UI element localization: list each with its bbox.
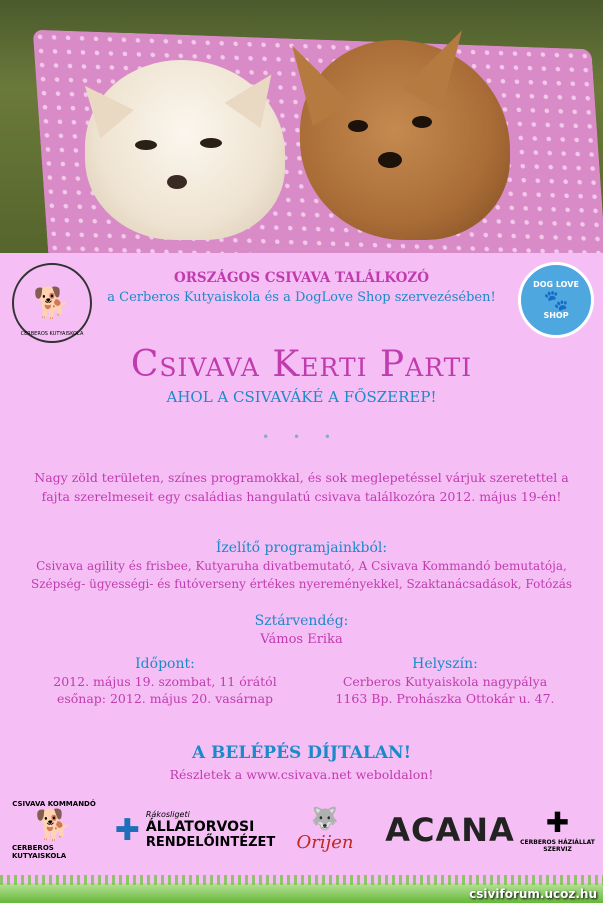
event-organizer-title: ORSZÁGOS CSIVAVA TALÁLKOZÓ xyxy=(173,270,430,286)
vet-small-text: Rákosligeti xyxy=(145,810,190,819)
event-tagline: AHOL A CSIVAVÁKÉ A FŐSZEREP! xyxy=(166,388,437,406)
orijen-text: Orijen xyxy=(296,832,354,853)
programs-line-1: Csivava agility és frisbee, Kutyaruha divatbemutató, A Csivava Kommandó bemutatója, xyxy=(36,559,567,573)
place-block xyxy=(300,656,590,706)
header-photo xyxy=(0,0,603,253)
acana-text: ACANA xyxy=(385,811,515,849)
cerberos-logo-text: CERBEROS KUTYAISKOLA xyxy=(20,331,84,337)
sponsor-vet xyxy=(110,790,280,870)
watermark: csiviforum.ucoz.hu xyxy=(469,887,597,901)
orijen-animal-icon: 🐺 xyxy=(311,807,339,832)
time-line-1: 2012. május 19. szombat, 11 órától xyxy=(53,674,277,689)
sponsor-acana xyxy=(385,790,515,870)
haziallat-text: CERBEROS HÁZIÁLLAT SZERVIZ xyxy=(520,839,595,853)
time-block xyxy=(20,656,310,706)
free-entry: A BELÉPÉS DÍJTALAN! xyxy=(191,743,412,763)
paw-icon: 🐾 xyxy=(543,288,569,312)
guest-name: Vámos Erika xyxy=(260,632,343,647)
haziallat-cross-icon: ✚ xyxy=(545,806,570,839)
time-heading: Időpont: xyxy=(135,656,195,672)
divider-dots: • • • xyxy=(262,430,341,444)
place-heading: Helyszín: xyxy=(412,656,478,672)
programs-heading: Ízelítő programjainkból: xyxy=(215,540,388,556)
place-line-1: Cerberos Kutyaiskola nagypálya xyxy=(342,674,548,689)
event-name: Csivava Kerti Parti xyxy=(130,344,473,385)
intro-line-2: fajta szerelmeseit egy családias hangulatú csivava találkozóra 2012. május 19-én! xyxy=(41,489,562,504)
place-line-2: 1163 Bp. Prohászka Ottokár u. 47. xyxy=(335,691,555,706)
kommando-bottom-text: CERBEROS KUTYAISKOLA xyxy=(12,844,67,860)
vet-cross-icon: ✚ xyxy=(114,812,140,848)
sponsor-kommando xyxy=(12,790,96,870)
white-chihuahua xyxy=(85,60,285,240)
sponsor-orijen xyxy=(285,790,365,870)
kommando-top-text: CSIVAVA KOMMANDÓ xyxy=(12,800,96,808)
chihuahua-silhouette-icon: 🐕 xyxy=(35,808,73,843)
doglove-logo-top: DOG LOVE xyxy=(533,280,579,289)
sponsor-haziallat xyxy=(520,790,595,870)
details-link-text: Részletek a www.csivava.net weboldalon! xyxy=(169,767,434,782)
guest-heading: Sztárvendég: xyxy=(254,613,349,629)
vet-line-2: RENDELŐINTÉZET xyxy=(145,835,276,850)
cerberos-dog-icon: 🐕 xyxy=(33,285,71,321)
event-organizer-subtitle: a Cerberos Kutyaiskola és a DogLove Shop szervezésében! xyxy=(107,290,496,305)
intro-line-1: Nagy zöld területen, színes programokkal, és sok meglepetéssel várjuk szeretettel a xyxy=(34,470,569,485)
programs-line-2: Szépség- ügyességi- és futóverseny értékes nyereményekkel, Szaktanácsadások, Fotózás xyxy=(30,577,573,591)
doglove-logo-bottom: SHOP xyxy=(543,311,569,320)
vet-line-1: ÁLLATORVOSI xyxy=(145,819,255,835)
time-line-2: esőnap: 2012. május 20. vasárnap xyxy=(56,691,274,706)
